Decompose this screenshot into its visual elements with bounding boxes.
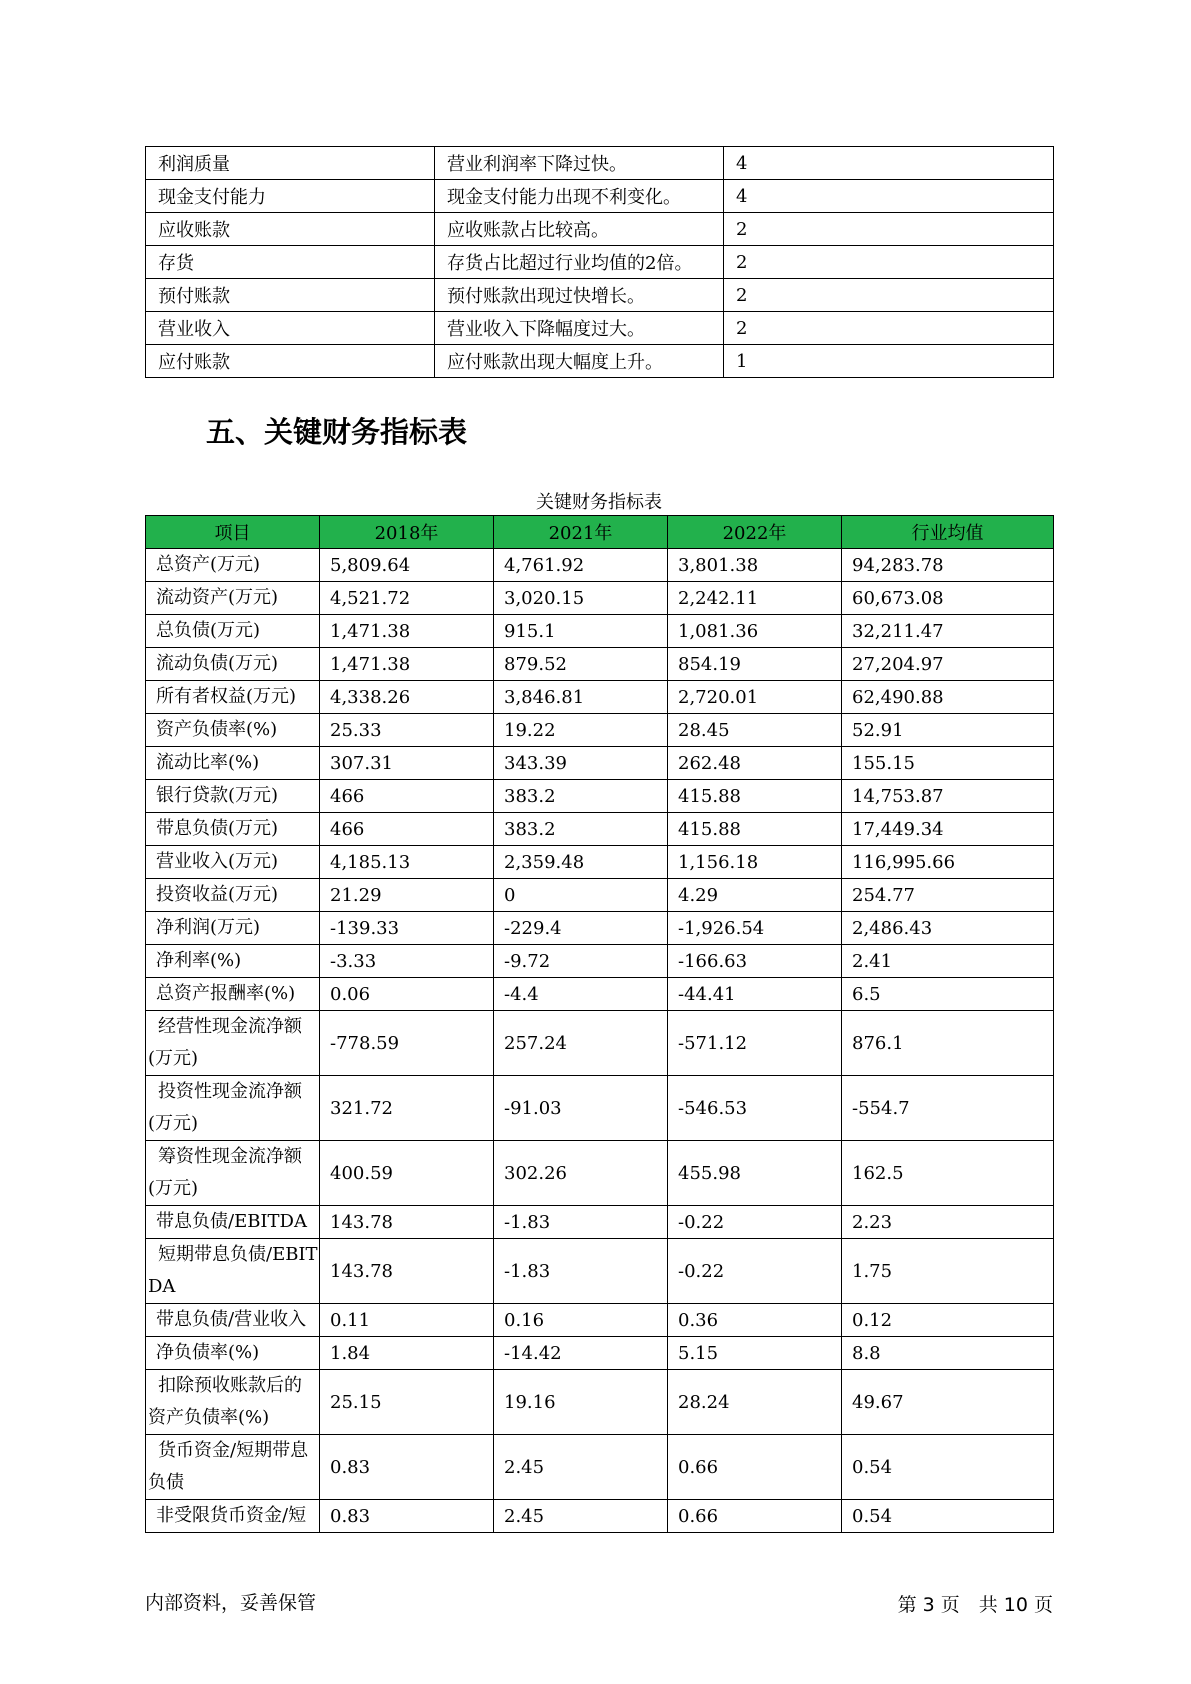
risk-score: 2	[724, 246, 1054, 279]
value-2018: 4,185.13	[320, 846, 494, 879]
indicator-label: 投资性现金流净额(万元)	[146, 1076, 320, 1141]
risk-score: 2	[724, 279, 1054, 312]
table-row	[146, 1239, 1054, 1304]
value-2018: 4,338.26	[320, 681, 494, 714]
table-row	[146, 681, 1054, 714]
value-industry-average: 2,486.43	[842, 912, 1054, 945]
risk-item-name: 营业收入	[146, 312, 435, 345]
value-2021: -91.03	[494, 1076, 668, 1141]
value-2022: 1,156.18	[668, 846, 842, 879]
value-2018: 4,521.72	[320, 582, 494, 615]
table-row	[146, 615, 1054, 648]
value-2018: 466	[320, 780, 494, 813]
value-2022: -0.22	[668, 1239, 842, 1304]
value-2022: 0.36	[668, 1304, 842, 1337]
value-2022: 2,720.01	[668, 681, 842, 714]
header-2018: 2018年	[320, 516, 494, 549]
value-2022: -1,926.54	[668, 912, 842, 945]
value-2018: 0.83	[320, 1500, 494, 1533]
table-row	[146, 978, 1054, 1011]
value-2021: 3,020.15	[494, 582, 668, 615]
table-row	[146, 747, 1054, 780]
header-industry-average: 行业均值	[842, 516, 1054, 549]
header-2022: 2022年	[668, 516, 842, 549]
table-row	[146, 1141, 1054, 1206]
table-row	[146, 1206, 1054, 1239]
risk-score: 1	[724, 345, 1054, 378]
value-industry-average: 2.23	[842, 1206, 1054, 1239]
value-2021: -4.4	[494, 978, 668, 1011]
value-2021: 343.39	[494, 747, 668, 780]
risk-score: 4	[724, 180, 1054, 213]
value-2021: 3,846.81	[494, 681, 668, 714]
table-row	[146, 147, 1054, 180]
value-2022: 28.45	[668, 714, 842, 747]
value-2018: -139.33	[320, 912, 494, 945]
value-2022: 3,801.38	[668, 549, 842, 582]
table-row	[146, 1337, 1054, 1370]
risk-description: 应付账款出现大幅度上升。	[435, 345, 724, 378]
value-2018: 21.29	[320, 879, 494, 912]
value-2021: 0.16	[494, 1304, 668, 1337]
indicator-label: 总资产(万元)	[146, 549, 320, 582]
indicator-label: 净利率(%)	[146, 945, 320, 978]
value-industry-average: 162.5	[842, 1141, 1054, 1206]
value-2022: -571.12	[668, 1011, 842, 1076]
value-2022: 0.66	[668, 1500, 842, 1533]
value-2022: -0.22	[668, 1206, 842, 1239]
value-2022: 2,242.11	[668, 582, 842, 615]
value-2022: -44.41	[668, 978, 842, 1011]
value-industry-average: 6.5	[842, 978, 1054, 1011]
value-2022: -546.53	[668, 1076, 842, 1141]
risk-items-table	[145, 146, 1054, 378]
value-2021: -1.83	[494, 1206, 668, 1239]
value-2022: 1,081.36	[668, 615, 842, 648]
table-row	[146, 813, 1054, 846]
value-2021: -229.4	[494, 912, 668, 945]
value-2021: 2,359.48	[494, 846, 668, 879]
value-industry-average: 0.54	[842, 1435, 1054, 1500]
value-2021: 19.22	[494, 714, 668, 747]
table-row	[146, 714, 1054, 747]
value-2022: 415.88	[668, 780, 842, 813]
indicator-label: 筹资性现金流净额(万元)	[146, 1141, 320, 1206]
value-2018: 1.84	[320, 1337, 494, 1370]
value-industry-average: 0.12	[842, 1304, 1054, 1337]
table-row	[146, 582, 1054, 615]
indicator-label: 带息负债/EBITDA	[146, 1206, 320, 1239]
indicator-label: 流动负债(万元)	[146, 648, 320, 681]
table-row	[146, 648, 1054, 681]
header-2021: 2021年	[494, 516, 668, 549]
value-industry-average: 1.75	[842, 1239, 1054, 1304]
value-2018: 25.33	[320, 714, 494, 747]
risk-item-name: 利润质量	[146, 147, 435, 180]
indicator-label: 营业收入(万元)	[146, 846, 320, 879]
value-industry-average: -554.7	[842, 1076, 1054, 1141]
value-industry-average: 116,995.66	[842, 846, 1054, 879]
value-2018: 321.72	[320, 1076, 494, 1141]
table-row	[146, 846, 1054, 879]
table-row	[146, 312, 1054, 345]
value-2022: 4.29	[668, 879, 842, 912]
indicator-label: 货币资金/短期带息负债	[146, 1435, 320, 1500]
table-row	[146, 1370, 1054, 1435]
value-2022: 455.98	[668, 1141, 842, 1206]
key-financial-indicators-table	[145, 515, 1054, 1533]
table-row	[146, 1500, 1054, 1533]
risk-description: 现金支付能力出现不利变化。	[435, 180, 724, 213]
value-2018: 25.15	[320, 1370, 494, 1435]
value-2021: 257.24	[494, 1011, 668, 1076]
value-2021: 383.2	[494, 780, 668, 813]
value-2018: 0.06	[320, 978, 494, 1011]
value-2018: 400.59	[320, 1141, 494, 1206]
risk-item-name: 应付账款	[146, 345, 435, 378]
indicator-label: 流动比率(%)	[146, 747, 320, 780]
risk-score: 2	[724, 213, 1054, 246]
risk-item-name: 应收账款	[146, 213, 435, 246]
value-2021: 19.16	[494, 1370, 668, 1435]
value-2018: -778.59	[320, 1011, 494, 1076]
indicator-label: 带息负债/营业收入	[146, 1304, 320, 1337]
value-industry-average: 8.8	[842, 1337, 1054, 1370]
value-industry-average: 17,449.34	[842, 813, 1054, 846]
risk-description: 预付账款出现过快增长。	[435, 279, 724, 312]
value-2022: 0.66	[668, 1435, 842, 1500]
table-row	[146, 246, 1054, 279]
risk-description: 存货占比超过行业均值的2倍。	[435, 246, 724, 279]
indicator-label: 净利润(万元)	[146, 912, 320, 945]
value-2021: -1.83	[494, 1239, 668, 1304]
value-industry-average: 2.41	[842, 945, 1054, 978]
value-2018: 307.31	[320, 747, 494, 780]
table-header-row	[146, 516, 1054, 549]
value-industry-average: 14,753.87	[842, 780, 1054, 813]
table-row	[146, 1011, 1054, 1076]
value-2018: 143.78	[320, 1206, 494, 1239]
indicator-label: 短期带息负债/EBITDA	[146, 1239, 320, 1304]
value-2022: 415.88	[668, 813, 842, 846]
value-2018: 1,471.38	[320, 648, 494, 681]
value-2021: 0	[494, 879, 668, 912]
value-2021: 915.1	[494, 615, 668, 648]
indicator-label: 银行贷款(万元)	[146, 780, 320, 813]
table-row	[146, 1304, 1054, 1337]
risk-score: 4	[724, 147, 1054, 180]
table-row	[146, 879, 1054, 912]
value-industry-average: 32,211.47	[842, 615, 1054, 648]
table-caption: 关键财务指标表	[536, 492, 662, 513]
header-item: 项目	[146, 516, 320, 549]
risk-item-name: 现金支付能力	[146, 180, 435, 213]
value-2018: -3.33	[320, 945, 494, 978]
value-2022: -166.63	[668, 945, 842, 978]
table-row	[146, 213, 1054, 246]
value-2022: 854.19	[668, 648, 842, 681]
value-industry-average: 876.1	[842, 1011, 1054, 1076]
table-row	[146, 345, 1054, 378]
indicator-label: 总资产报酬率(%)	[146, 978, 320, 1011]
page-number: 第 3 页 共 10 页	[897, 1594, 1053, 1616]
section-heading: 五、关键财务指标表	[206, 415, 468, 449]
value-2021: -14.42	[494, 1337, 668, 1370]
value-2021: 302.26	[494, 1141, 668, 1206]
value-industry-average: 49.67	[842, 1370, 1054, 1435]
table-row	[146, 945, 1054, 978]
footer-confidential-note: 内部资料，妥善保管	[145, 1592, 317, 1614]
table-row	[146, 1435, 1054, 1500]
risk-item-name: 存货	[146, 246, 435, 279]
indicator-label: 扣除预收账款后的资产负债率(%)	[146, 1370, 320, 1435]
value-2018: 0.83	[320, 1435, 494, 1500]
indicator-label: 非受限货币资金/短	[146, 1500, 320, 1533]
indicator-label: 带息负债(万元)	[146, 813, 320, 846]
table-row	[146, 912, 1054, 945]
indicator-label: 资产负债率(%)	[146, 714, 320, 747]
table-row	[146, 549, 1054, 582]
value-2022: 28.24	[668, 1370, 842, 1435]
value-2018: 143.78	[320, 1239, 494, 1304]
value-industry-average: 94,283.78	[842, 549, 1054, 582]
indicator-label: 所有者权益(万元)	[146, 681, 320, 714]
value-2018: 466	[320, 813, 494, 846]
value-2018: 1,471.38	[320, 615, 494, 648]
value-industry-average: 0.54	[842, 1500, 1054, 1533]
risk-score: 2	[724, 312, 1054, 345]
value-industry-average: 62,490.88	[842, 681, 1054, 714]
indicator-label: 经营性现金流净额(万元)	[146, 1011, 320, 1076]
risk-description: 营业利润率下降过快。	[435, 147, 724, 180]
value-industry-average: 52.91	[842, 714, 1054, 747]
indicator-label: 总负债(万元)	[146, 615, 320, 648]
table-row	[146, 180, 1054, 213]
value-industry-average: 60,673.08	[842, 582, 1054, 615]
risk-item-name: 预付账款	[146, 279, 435, 312]
value-industry-average: 254.77	[842, 879, 1054, 912]
value-2018: 0.11	[320, 1304, 494, 1337]
indicator-label: 净负债率(%)	[146, 1337, 320, 1370]
value-2021: 2.45	[494, 1500, 668, 1533]
value-industry-average: 27,204.97	[842, 648, 1054, 681]
table-row	[146, 780, 1054, 813]
table-row	[146, 279, 1054, 312]
indicator-label: 投资收益(万元)	[146, 879, 320, 912]
value-2021: 4,761.92	[494, 549, 668, 582]
risk-description: 营业收入下降幅度过大。	[435, 312, 724, 345]
value-2021: -9.72	[494, 945, 668, 978]
indicator-label: 流动资产(万元)	[146, 582, 320, 615]
table-row	[146, 1076, 1054, 1141]
risk-description: 应收账款占比较高。	[435, 213, 724, 246]
value-industry-average: 155.15	[842, 747, 1054, 780]
value-2021: 879.52	[494, 648, 668, 681]
value-2022: 262.48	[668, 747, 842, 780]
value-2022: 5.15	[668, 1337, 842, 1370]
value-2018: 5,809.64	[320, 549, 494, 582]
value-2021: 2.45	[494, 1435, 668, 1500]
value-2021: 383.2	[494, 813, 668, 846]
